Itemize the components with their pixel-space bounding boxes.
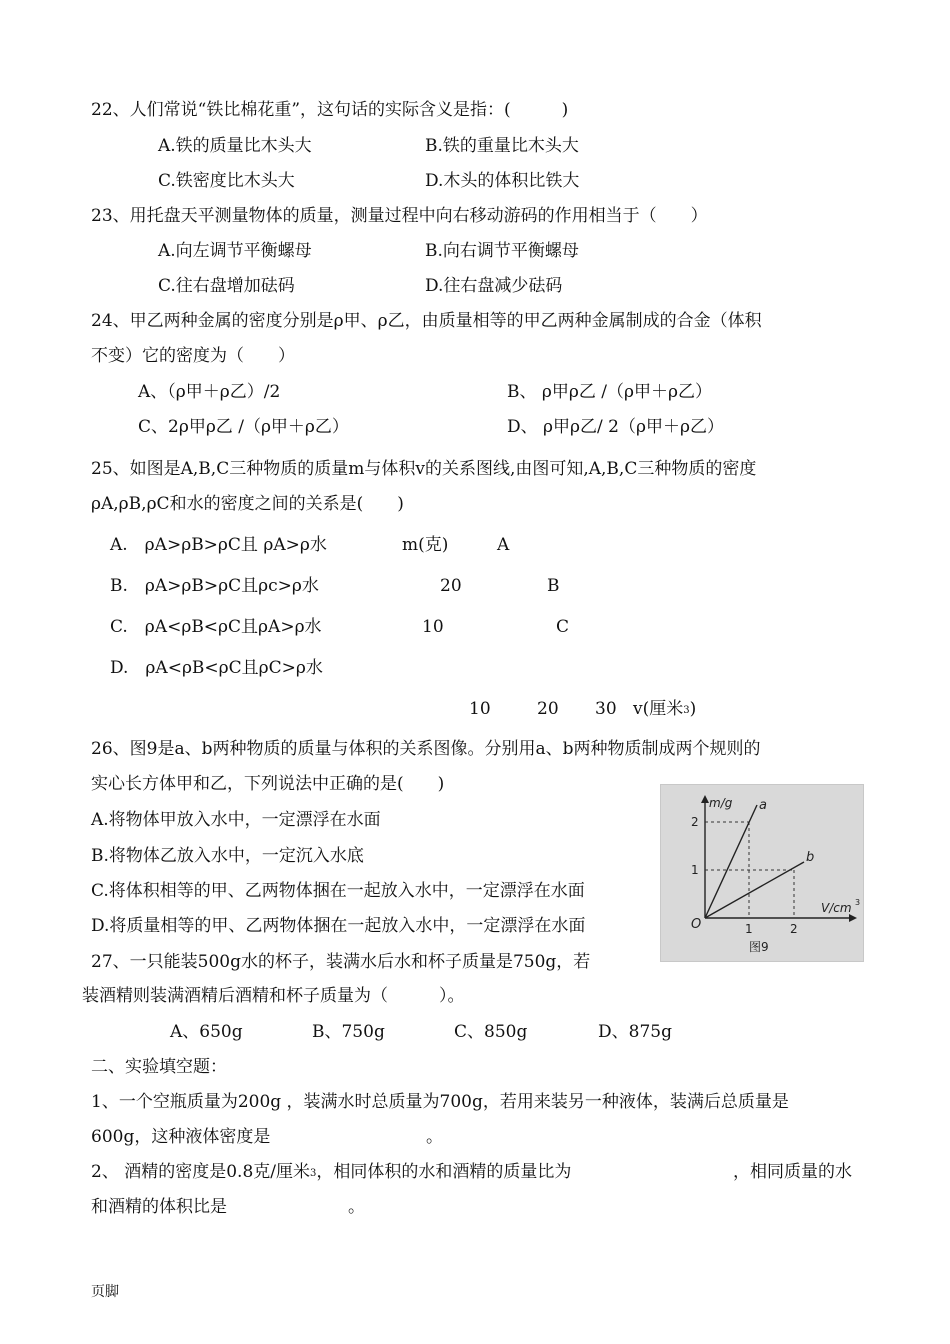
fill-1-line1: 1、一个空瓶质量为200g ，装满水时总质量为700g，若用来装另一种液体，装满后总质量是 [91, 1092, 789, 1112]
q25-option-d: D. ρA<ρB<ρC且ρC>ρ水 [110, 658, 323, 678]
page-footer: 页脚 [91, 1284, 119, 1300]
figure-9-origin-label: O [691, 917, 702, 932]
q24-option-a: A、（ρ甲＋ρ乙）/2 [138, 382, 281, 402]
figure-9-x-axis-sup: 3 [855, 898, 861, 907]
figure-9-x-tick-2: 2 [790, 922, 798, 936]
q25-graph-y-tick-10: 10 [422, 617, 444, 637]
fill-1-line2-b: 。 [426, 1127, 443, 1147]
q24-option-d: D、 ρ甲ρ乙/ 2（ρ甲＋ρ乙） [507, 417, 724, 437]
figure-9-line-b-label: b [806, 850, 815, 865]
fill-2-line2-a: 和酒精的体积比是 [91, 1197, 227, 1217]
q24-option-b: B、 ρ甲ρ乙 /（ρ甲＋ρ乙） [507, 382, 713, 402]
q25-graph-x-label: v(厘米3) [633, 699, 697, 719]
q25-stem-line2: ρA,ρB,ρC和水的密度之间的关系是( ) [91, 494, 404, 514]
figure-9-y-axis-label: m/g [709, 796, 733, 810]
q26-option-d: D.将质量相等的甲、乙两物体捆在一起放入水中，一定漂浮在水面 [91, 916, 586, 936]
q23-option-c: C.往右盘增加砝码 [158, 276, 295, 296]
figure-9-graph [661, 785, 863, 961]
q25-graph-line-c-label: C [556, 617, 570, 637]
q22-option-b: B.铁的重量比木头大 [425, 136, 579, 156]
fill-2-line2-b: 。 [348, 1197, 365, 1217]
fill-2-line1-a: 2、 酒精的密度是0.8克/厘米3，相同体积的水和酒精的质量比为 [91, 1162, 572, 1182]
figure-9-line-a-label: a [759, 798, 767, 813]
q26-stem-line1: 26、图9是a、b两种物质的质量与体积的关系图像。分别用a、b两种物质制成两个规则的 [91, 739, 761, 759]
q24-option-c: C、2ρ甲ρ乙 /（ρ甲＋ρ乙） [138, 417, 349, 437]
q26-option-a: A.将物体甲放入水中，一定漂浮在水面 [91, 810, 381, 830]
q25-graph-y-tick-20: 20 [440, 576, 462, 596]
figure-9-y-tick-2: 2 [691, 815, 699, 829]
figure-9-y-tick-1: 1 [691, 863, 699, 877]
q25-option-b: B. ρA>ρB>ρC且ρc>ρ水 [110, 576, 319, 596]
figure-9-x-arrow-icon [849, 914, 857, 922]
q25-stem-line1: 25、如图是A,B,C三种物质的质量m与体积v的关系图线,由图可知,A,B,C三种物质的密度 [91, 459, 757, 479]
q25-graph-x-tick-10: 10 [469, 699, 491, 719]
q25-option-a: A. ρA>ρB>ρC且 ρA>ρ水 [110, 535, 327, 555]
q24-stem-line2: 不变）它的密度为（ ） [91, 346, 295, 366]
q25-graph-line-a-label: A [497, 535, 510, 555]
q27-stem-line2: 装酒精则装满酒精后酒精和杯子质量为（ ）。 [82, 986, 465, 1006]
q22-option-a: A.铁的质量比木头大 [158, 136, 312, 156]
q22-stem: 22、人们常说“铁比棉花重”，这句话的实际含义是指：( ) [91, 100, 569, 120]
q27-option-c: C、850g [454, 1022, 528, 1042]
q25-option-c: C. ρA<ρB<ρC且ρA>ρ水 [110, 617, 322, 637]
fill-1-line2-a: 600g，这种液体密度是 [91, 1127, 271, 1147]
figure-9-caption: 图9 [749, 940, 769, 954]
q27-option-d: D、875g [598, 1022, 672, 1042]
q26-stem-line2: 实心长方体甲和乙，下列说法中正确的是( ) [91, 774, 445, 794]
q26-option-c: C.将体积相等的甲、乙两物体捆在一起放入水中，一定漂浮在水面 [91, 881, 585, 901]
q23-option-b: B.向右调节平衡螺母 [425, 241, 579, 261]
q24-stem-line1: 24、甲乙两种金属的密度分别是ρ甲、ρ乙，由质量相等的甲乙两种金属制成的合金（体积 [91, 311, 762, 331]
q27-option-a: A、650g [170, 1022, 243, 1042]
q23-stem: 23、用托盘天平测量物体的质量，测量过程中向右移动游码的作用相当于（ ） [91, 206, 708, 226]
q27-stem-line1: 27、一只能装500g水的杯子，装满水后水和杯子质量是750g，若 [91, 952, 591, 972]
figure-9-x-axis-label: V/cm [821, 901, 852, 915]
q25-graph-y-label: m(克) [402, 535, 449, 555]
q26-option-b: B.将物体乙放入水中，一定沉入水底 [91, 846, 364, 866]
fill-2-line1-c: ，相同质量的水 [733, 1162, 852, 1182]
figure-9 [660, 784, 864, 962]
section-2-heading: 二、实验填空题： [91, 1057, 227, 1077]
q22-option-c: C.铁密度比木头大 [158, 171, 295, 191]
q23-option-d: D.往右盘减少砝码 [425, 276, 563, 296]
q22-option-d: D.木头的体积比铁大 [425, 171, 580, 191]
q23-option-a: A.向左调节平衡螺母 [158, 241, 312, 261]
q25-graph-line-b-label: B [547, 576, 560, 596]
figure-9-x-tick-1: 1 [745, 922, 753, 936]
q25-graph-x-tick-30: 30 [595, 699, 617, 719]
q27-option-b: B、750g [312, 1022, 385, 1042]
q25-graph-x-tick-20: 20 [537, 699, 559, 719]
figure-9-y-arrow-icon [701, 795, 709, 803]
